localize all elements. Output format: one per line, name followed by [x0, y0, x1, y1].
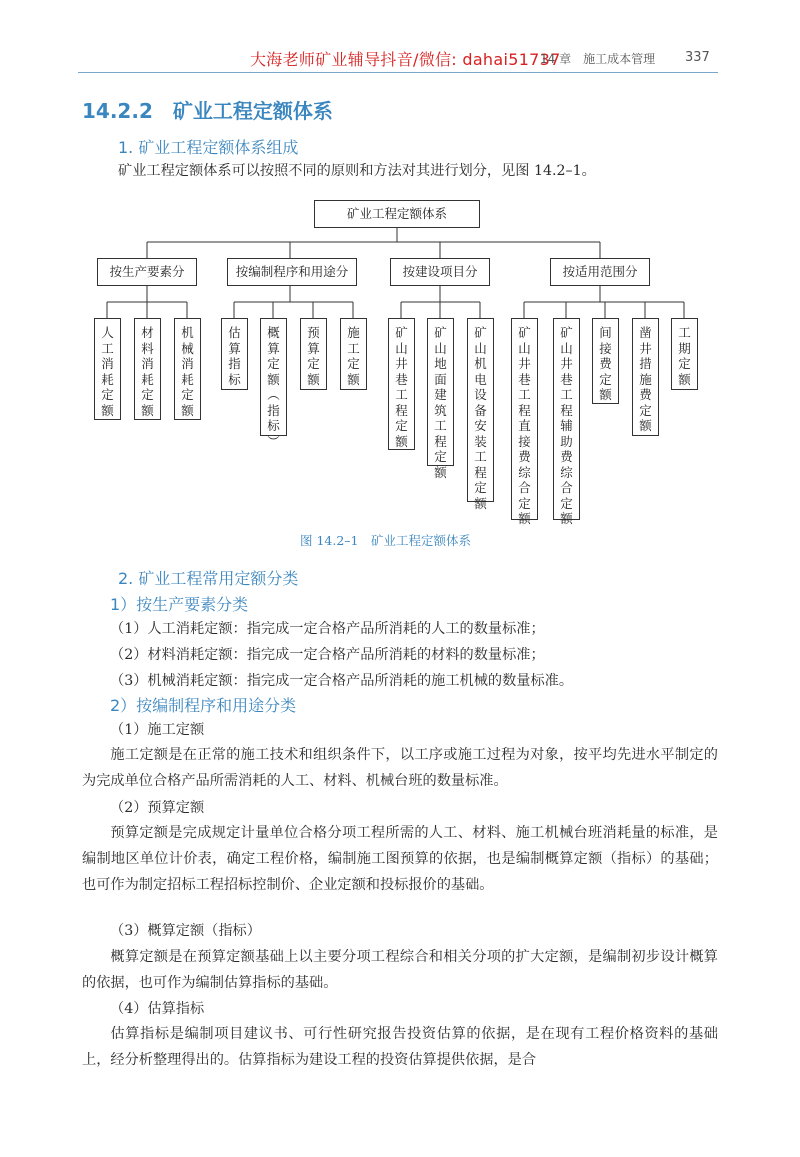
leaf-char: 筑 [434, 402, 447, 418]
leaf-char: 额 [560, 511, 573, 526]
leaf-char: 工 [434, 418, 447, 433]
leaf-char: 械 [181, 340, 194, 356]
leaf-char: 费 [639, 387, 652, 402]
leaf-char: 定 [307, 356, 320, 371]
leaf-char: 定 [141, 387, 154, 402]
diagram-root-box: 矿业工程定额体系 [314, 200, 480, 228]
leaf-char: 装 [474, 433, 487, 449]
list-item: （2）材料消耗定额：指完成一定合格产品所消耗的材料的数量标准； [110, 647, 545, 663]
leaf-char: 矿 [434, 325, 447, 340]
leaf-char: 估 [228, 325, 241, 340]
leaf-char: 概 [267, 325, 280, 340]
leaf-char: 人 [101, 325, 114, 340]
leaf-char: 定 [395, 418, 408, 433]
leaf-char: 综 [518, 464, 531, 480]
leaf-char: 助 [560, 433, 573, 449]
item-title-budget-quota: （2）预算定额 [110, 800, 205, 816]
leaf-char: 工 [560, 387, 573, 402]
leaf-char: 矿 [518, 325, 531, 340]
leaf-char: 料 [141, 340, 154, 356]
leaf-box [221, 318, 248, 390]
leaf-char: 机 [474, 356, 487, 371]
paragraph-estimation-index: 估算指标是编制项目建议书、可行性研究报告投资估算的依据，是在现有工程价格资料的基础上，经分析整理得出的。估算指标为建设工程的投资估算提供依据，是合 [82, 1026, 718, 1068]
leaf-char: 电 [474, 371, 487, 387]
leaf-char: 额 [474, 495, 487, 511]
leaf-box [340, 318, 367, 390]
item-title-estimate-quota: （3）概算定额（指标） [110, 923, 261, 939]
leaf-box [511, 318, 538, 526]
group-box-construction-project: 按建设项目分 [390, 258, 490, 286]
leaf-box [427, 318, 454, 480]
leaf-char: 预 [307, 325, 320, 340]
subsection-title-1: 1. 矿业工程定额体系组成 [118, 138, 299, 157]
leaf-box [94, 318, 121, 420]
intro-paragraph: 矿业工程定额体系可以按照不同的原则和方法对其进行划分，见图 14.2–1。 [118, 163, 596, 179]
leaf-char: 额 [141, 402, 154, 418]
leaf-char: 合 [560, 480, 573, 495]
paragraph-construction-quota: 施工定额是在正常的施工技术和组织条件下，以工序或施工过程为对象，按平均先进水平制定的为完成单位合格产品所需消耗的人工、材料、机械台班的数量标准。 [82, 747, 718, 789]
leaf-char: 费 [599, 356, 612, 371]
leaf-char: 合 [518, 480, 531, 495]
leaf-char: 工 [474, 449, 487, 464]
leaf-char: 辅 [560, 418, 573, 433]
leaf-box [388, 318, 415, 450]
leaf-char: 期 [678, 340, 691, 356]
leaf-char: 费 [560, 449, 573, 464]
leaf-char: 井 [518, 356, 531, 371]
leaf-char: ︵ [267, 387, 280, 402]
leaf-box [467, 318, 494, 511]
leaf-char: 算 [228, 340, 241, 356]
subsection-title-2: 2. 矿业工程常用定额分类 [118, 569, 299, 588]
leaf-char: 间 [599, 325, 612, 340]
subsection-title-2-1: 1）按生产要素分类 [110, 595, 249, 614]
leaf-char: 备 [474, 402, 487, 418]
group-box-production-factor: 按生产要素分 [97, 258, 197, 286]
leaf-char: 定 [101, 387, 114, 402]
leaf-char: 定 [267, 356, 280, 371]
leaf-char: 材 [141, 325, 154, 340]
leaf-char: 耗 [101, 371, 114, 387]
leaf-char: 消 [101, 356, 114, 371]
leaf-char: 井 [639, 340, 652, 356]
leaf-char: 算 [307, 340, 320, 356]
leaf-char: 耗 [141, 371, 154, 387]
leaf-char: 山 [518, 340, 531, 356]
leaf-char: 额 [101, 402, 114, 418]
leaf-char: 综 [560, 464, 573, 480]
leaf-box [134, 318, 161, 420]
leaf-char: 设 [474, 387, 487, 402]
leaf-char: 程 [518, 402, 531, 418]
leaf-char: 定 [474, 480, 487, 495]
leaf-char: 算 [267, 340, 280, 356]
leaf-char: 工 [347, 340, 360, 356]
leaf-char: 定 [678, 356, 691, 371]
leaf-char: 定 [599, 371, 612, 387]
leaf-char: 标 [228, 371, 241, 387]
leaf-char: 工 [678, 325, 691, 340]
leaf-char: 定 [347, 356, 360, 371]
leaf-char: 凿 [639, 325, 652, 340]
leaf-char: 额 [639, 418, 652, 433]
leaf-char: 矿 [395, 325, 408, 340]
leaf-char: 额 [181, 402, 194, 418]
leaf-char: 施 [347, 325, 360, 340]
leaf-char: 定 [434, 449, 447, 464]
leaf-box [632, 318, 659, 436]
section-title: 14.2.2 矿业工程定额体系 [82, 99, 333, 123]
subsection-title-2-2: 2）按编制程序和用途分类 [110, 696, 297, 715]
leaf-char: 额 [347, 371, 360, 387]
leaf-char: 额 [518, 511, 531, 526]
leaf-box [260, 318, 287, 449]
leaf-char: 山 [434, 340, 447, 356]
leaf-char: 额 [599, 387, 612, 402]
leaf-box [300, 318, 327, 390]
leaf-box [592, 318, 619, 404]
leaf-char: 接 [518, 433, 531, 449]
item-title-estimation-index: （4）估算指标 [110, 1001, 205, 1017]
leaf-char: 工 [395, 387, 408, 402]
leaf-char: 巷 [395, 371, 408, 387]
leaf-char: 指 [228, 356, 241, 371]
leaf-char: 巷 [518, 371, 531, 387]
leaf-char: 定 [181, 387, 194, 402]
leaf-box [553, 318, 580, 526]
leaf-char: 消 [181, 356, 194, 371]
leaf-char: 施 [639, 371, 652, 387]
paragraph-estimate-quota: 概算定额是在预算定额基础上以主要分项工程综合和相关分项的扩大定额，是编制初步设计概算的依据，也可作为编制估算指标的基础。 [82, 949, 718, 991]
leaf-char: 定 [560, 495, 573, 511]
leaf-char: 额 [267, 371, 280, 387]
watermark-text: 大海老师矿业辅导抖音/微信: dahai51737 [250, 50, 561, 69]
leaf-char: 程 [474, 464, 487, 480]
leaf-char: 额 [678, 371, 691, 387]
leaf-char: 建 [434, 387, 447, 402]
leaf-char: 直 [518, 418, 531, 433]
leaf-char: 工 [518, 387, 531, 402]
page-number: 337 [685, 50, 710, 65]
leaf-char: 地 [434, 356, 447, 371]
leaf-char: 费 [518, 449, 531, 464]
leaf-char: 机 [181, 325, 194, 340]
leaf-char: 面 [434, 371, 447, 387]
leaf-char: 定 [518, 495, 531, 511]
leaf-char: 程 [560, 402, 573, 418]
leaf-char: 井 [395, 356, 408, 371]
list-item: （1）人工消耗定额：指完成一定合格产品所消耗的人工的数量标准； [110, 621, 545, 637]
leaf-char: 指 [267, 402, 280, 418]
group-box-application-scope: 按适用范围分 [550, 258, 650, 286]
item-title-construction-quota: （1）施工定额 [110, 722, 205, 738]
leaf-char: 巷 [560, 371, 573, 387]
figure-caption: 图 14.2–1 矿业工程定额体系 [300, 533, 472, 548]
leaf-char: 额 [307, 371, 320, 387]
leaf-char: ︶ [267, 433, 280, 449]
paragraph-budget-quota: 预算定额是完成规定计量单位合格分项工程所需的人工、材料、施工机械台班消耗量的标准，是编制地区单位计价表，确定工程价格，编制施工图预算的依据，也是编制概算定额（指标）的基础；也可作为制定招标工程招标控制价、企业定额和投标报价的基础。 [82, 825, 718, 893]
leaf-char: 接 [599, 340, 612, 356]
group-box-compilation-purpose: 按编制程序和用途分 [227, 258, 357, 286]
leaf-char: 定 [639, 402, 652, 418]
leaf-char: 山 [560, 340, 573, 356]
leaf-char: 额 [434, 464, 447, 480]
leaf-char: 井 [560, 356, 573, 371]
leaf-char: 程 [434, 433, 447, 449]
list-item: （3）机械消耗定额：指完成一定合格产品所消耗的施工机械的数量标准。 [110, 673, 574, 689]
leaf-char: 耗 [181, 371, 194, 387]
chapter-header: 14 章 施工成本管理 [540, 52, 656, 66]
leaf-char: 矿 [474, 325, 487, 340]
leaf-char: 工 [101, 340, 114, 356]
leaf-char: 消 [141, 356, 154, 371]
leaf-char: 额 [395, 433, 408, 449]
leaf-char: 山 [395, 340, 408, 356]
leaf-char: 安 [474, 418, 487, 433]
leaf-char: 程 [395, 402, 408, 418]
leaf-box [174, 318, 201, 420]
leaf-char: 矿 [560, 325, 573, 340]
leaf-char: 山 [474, 340, 487, 356]
leaf-char: 措 [639, 356, 652, 371]
leaf-box [671, 318, 698, 390]
leaf-char: 标 [267, 418, 280, 433]
